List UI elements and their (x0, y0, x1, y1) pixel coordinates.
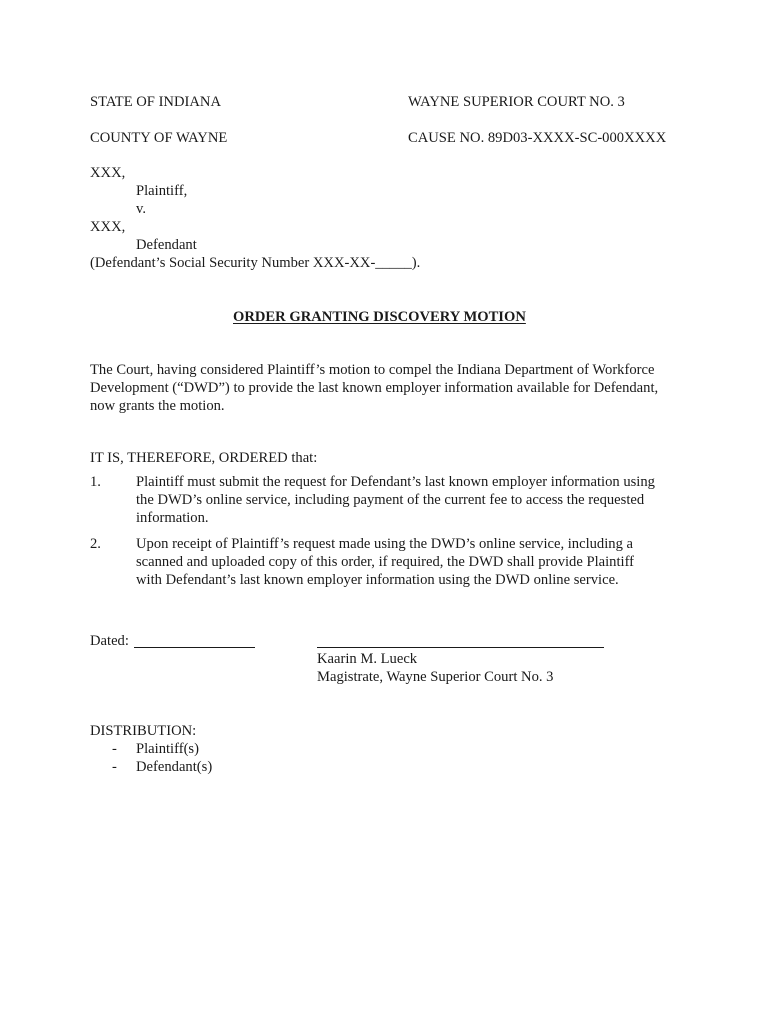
ordered-heading: IT IS, THEREFORE, ORDERED that: (90, 450, 318, 466)
distribution-item: Defendant(s) (136, 759, 213, 775)
court-label: WAYNE SUPERIOR COURT NO. 3 (408, 94, 625, 110)
signature-line (317, 647, 604, 648)
item-line: the DWD’s online service, including payment of the current fee to access the requested (136, 492, 645, 508)
order-item-2 (136, 535, 634, 589)
list-bullet: - (112, 759, 117, 775)
versus-label: v. (136, 201, 146, 217)
plaintiff-name: XXX, (90, 165, 126, 181)
item-line: Upon receipt of Plaintiff’s request made using the DWD’s online service, including a (136, 536, 634, 552)
item-number: 1. (90, 474, 101, 490)
county-label: COUNTY OF WAYNE (90, 130, 228, 146)
distribution-item: Plaintiff(s) (136, 741, 199, 757)
item-number: 2. (90, 536, 101, 552)
defendant-name: XXX, (90, 219, 126, 235)
document-title: ORDER GRANTING DISCOVERY MOTION (233, 309, 526, 325)
distribution-heading: DISTRIBUTION: (90, 723, 197, 739)
order-item-1 (136, 473, 655, 527)
intro-line: The Court, having considered Plaintiff’s motion to compel the Indiana Department of Workforce (90, 362, 655, 378)
item-line: information. (136, 510, 209, 526)
state-label: STATE OF INDIANA (90, 94, 221, 110)
defendant-role: Defendant (136, 237, 197, 253)
date-line (134, 647, 255, 648)
ssn-line: (Defendant’s Social Security Number XXX-XX-_____). (90, 255, 421, 271)
signer-position: Magistrate, Wayne Superior Court No. 3 (317, 669, 554, 685)
dated-label: Dated: (90, 633, 129, 649)
list-bullet: - (112, 741, 117, 757)
intro-line: now grants the motion. (90, 398, 225, 414)
item-line: Plaintiff must submit the request for Defendant’s last known employer information using (136, 474, 655, 490)
intro-line: Development (“DWD”) to provide the last known employer information available for Defendant, (90, 380, 659, 396)
plaintiff-role: Plaintiff, (136, 183, 188, 199)
signer-name: Kaarin M. Lueck (317, 651, 418, 667)
item-line: with Defendant’s last known employer information using the DWD online service. (136, 572, 619, 588)
intro-paragraph (90, 361, 658, 415)
item-line: scanned and uploaded copy of this order, if required, the DWD shall provide Plaintiff (136, 554, 635, 570)
cause-number: CAUSE NO. 89D03-XXXX-SC-000XXXX (408, 130, 667, 146)
